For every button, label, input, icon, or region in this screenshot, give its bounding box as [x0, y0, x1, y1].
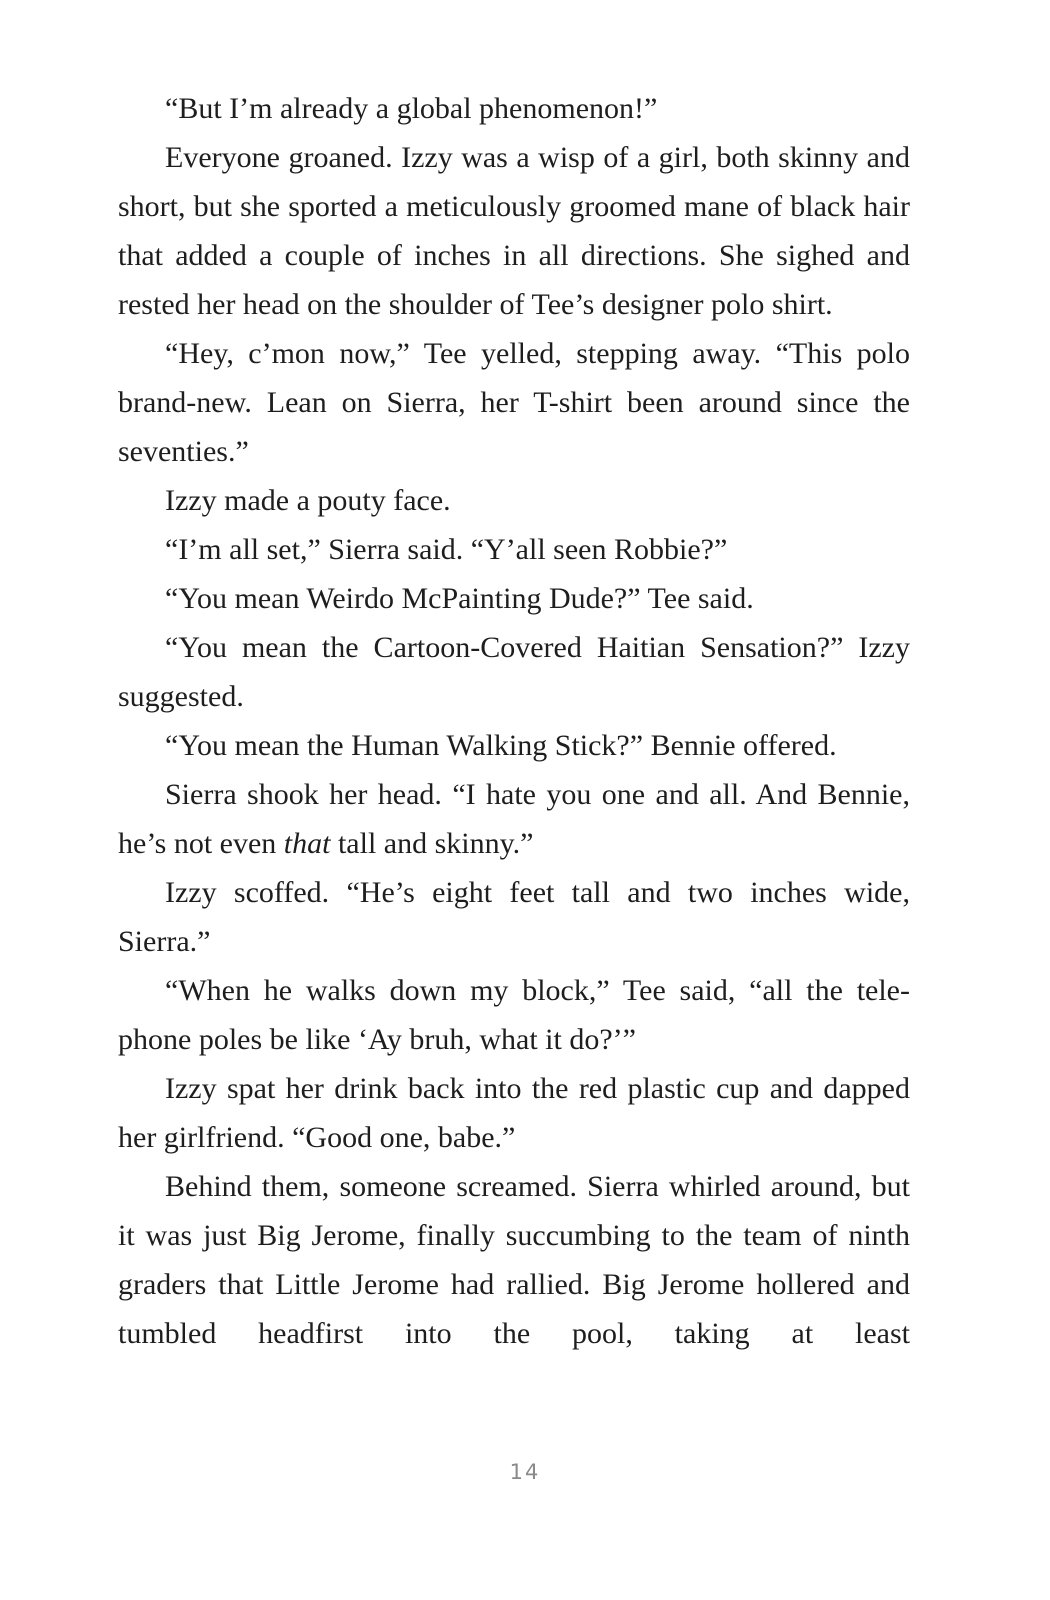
paragraph: “When he walks down my block,” Tee said, “all the telephone poles be like ‘Ay bruh, what it do?’”: [118, 974, 910, 1056]
paragraph: “But I’m already a global phenomenon!”: [165, 92, 658, 125]
paragraph: “You mean the Cartoon-Covered Haitian Sensation?” Izzy suggested.: [118, 631, 910, 713]
paragraph: Everyone groaned. Izzy was a wisp of a girl, both skinny and short, but she sported a meticulously groomed mane of black hair that added a couple of inches in all directions. She sighed and rested her head on the shoulder of Tee’s designer polo shirt.: [118, 141, 910, 321]
paragraph: Izzy made a pouty face.: [165, 484, 451, 517]
paragraph: “Hey, c’mon now,” Tee yelled, stepping away. “This polo brand-new. Lean on Sierra, her T-shirt been around since the seventies.”: [118, 337, 910, 468]
body-text: [118, 84, 910, 1358]
paragraph: [118, 770, 910, 868]
paragraph: “You mean Weirdo McPainting Dude?” Tee said.: [165, 582, 754, 615]
paragraph: Behind them, someone screamed. Sierra whirled around, but it was just Big Jerome, finally succumbing to the team of ninth graders that Little Jerome had rallied. Big Jerome hollered and tumbled headfirst into the pool, taking at least: [118, 1170, 910, 1350]
paragraph: “I’m all set,” Sierra said. “Y’all seen Robbie?”: [165, 533, 728, 566]
paragraph: “You mean the Human Walking Stick?” Bennie offered.: [165, 729, 837, 762]
paragraph-text: Sierra shook her head. “I hate you one and all. And Bennie, he’s not even: [118, 778, 910, 860]
emphasis-text: that: [283, 827, 331, 860]
paragraph: Izzy scoffed. “He’s eight feet tall and two inches wide, Sierra.”: [118, 876, 910, 958]
paragraph-text: tall and skinny.”: [330, 827, 534, 860]
paragraph: Izzy spat her drink back into the red plastic cup and dapped her girlfriend. “Good one, babe.”: [118, 1072, 910, 1154]
page-number: 14: [509, 1460, 541, 1484]
